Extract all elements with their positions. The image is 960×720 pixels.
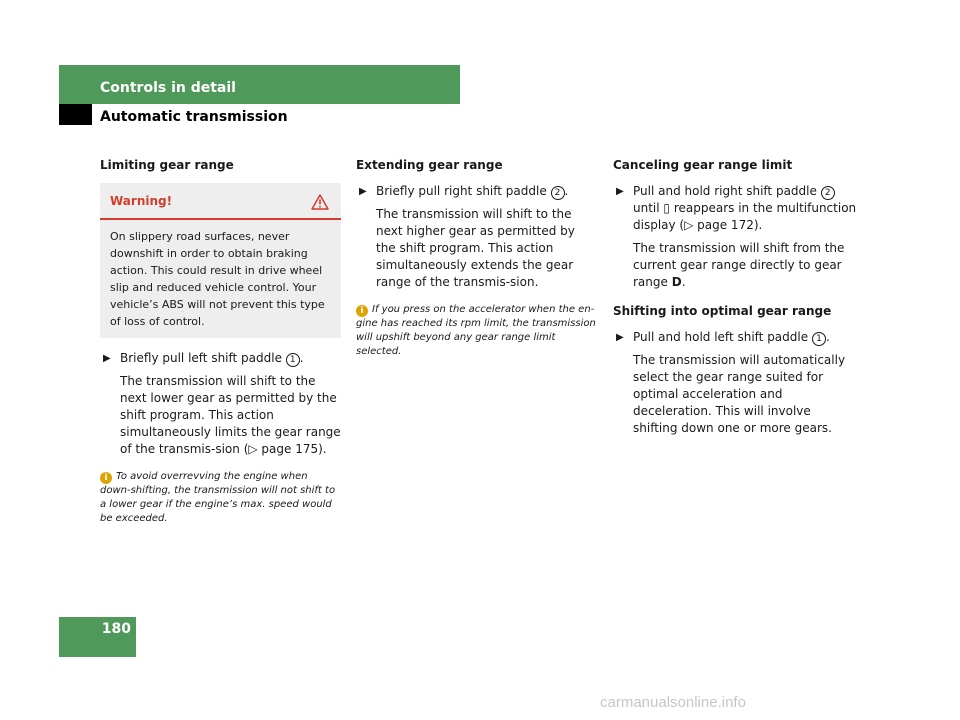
step-text: Pull and hold right shift paddle [633,184,817,198]
paddle-number-badge: 2 [821,186,835,200]
step-arrow-icon: ▶ [616,186,624,197]
paddle-number-badge: 1 [812,332,826,346]
step-result [613,240,858,291]
info-note [356,303,598,359]
step-text-end: . [825,330,830,344]
result-text-end: . [681,275,686,289]
column-3 [613,157,858,437]
heading-optimal-gear-range: Shifting into optimal gear range [613,304,832,318]
step-hold-left-paddle [613,329,858,346]
watermark: carmanualsonline.info [600,694,746,711]
warning-title: Warning! [110,194,173,208]
step-result: The transmission will shift to the next lower gear as permitted by the shift program. This action simultaneously limits the gear range of the transmis-sion (▷ page 175). [120,374,341,456]
step-text-end: . [564,184,569,198]
warning-header [100,183,341,220]
step-text: Pull and hold left shift paddle [633,330,809,344]
warning-box [100,183,341,338]
column-2 [356,157,598,359]
step-result: The transmission will shift to the next higher gear as permitted by the shift program. This action simultaneously extends the gear range of the transmis-sion. [376,207,575,289]
warning-triangle-icon [311,194,329,210]
heading-extending-gear-range: Extending gear range [356,158,503,172]
paddle-number-badge: 2 [551,186,565,200]
heading-limiting-gear-range: Limiting gear range [100,158,234,172]
result-text: The transmission will shift from the current gear range directly to gear range [633,241,845,289]
step-arrow-icon: ▶ [616,332,624,343]
column-1 [100,157,341,526]
warning-text: On slippery road surfaces, never downshift in order to obtain braking action. This could result in drive wheel slip and reduced vehicle control. Your vehicle’s ABS will not prevent this type of loss of control. [110,230,325,328]
step-pull-right-paddle [356,183,598,200]
page-number: 180 [101,621,131,637]
step-text-end: . [299,351,304,365]
step-hold-right-paddle [613,183,858,234]
info-icon: i [100,472,112,484]
info-text: To avoid overrevving the engine when down-shifting, the transmission will not shift to a lower gear if the engine’s max. speed would be exceeded. [100,471,336,524]
step-result: The transmission will automatically select the gear range suited for optimal acceleration and deceleration. This will involve shifting down one or more gears. [633,353,846,435]
step-arrow-icon: ▶ [103,353,111,364]
info-note [100,470,341,526]
corner-mark [59,104,92,125]
info-text: If you press on the accelerator when the en-gine has reached its rpm limit, the transmission will upshift beyond any gear range limit selected. [356,304,596,357]
subsection-title: Automatic transmission [100,109,288,125]
step-text-continued: until ▯ reappears in the multifunction display (▷ page 172). [633,201,857,232]
step-arrow-icon: ▶ [359,186,367,197]
step-pull-left-paddle [100,350,341,367]
heading-canceling-gear-range-limit: Canceling gear range limit [613,158,793,172]
step-text: Briefly pull right shift paddle [376,184,547,198]
step-text: Briefly pull left shift paddle [120,351,282,365]
info-icon: i [356,305,368,317]
section-title: Controls in detail [100,80,236,96]
gear-d-label: D [671,275,682,289]
paddle-number-badge: 1 [286,353,300,367]
